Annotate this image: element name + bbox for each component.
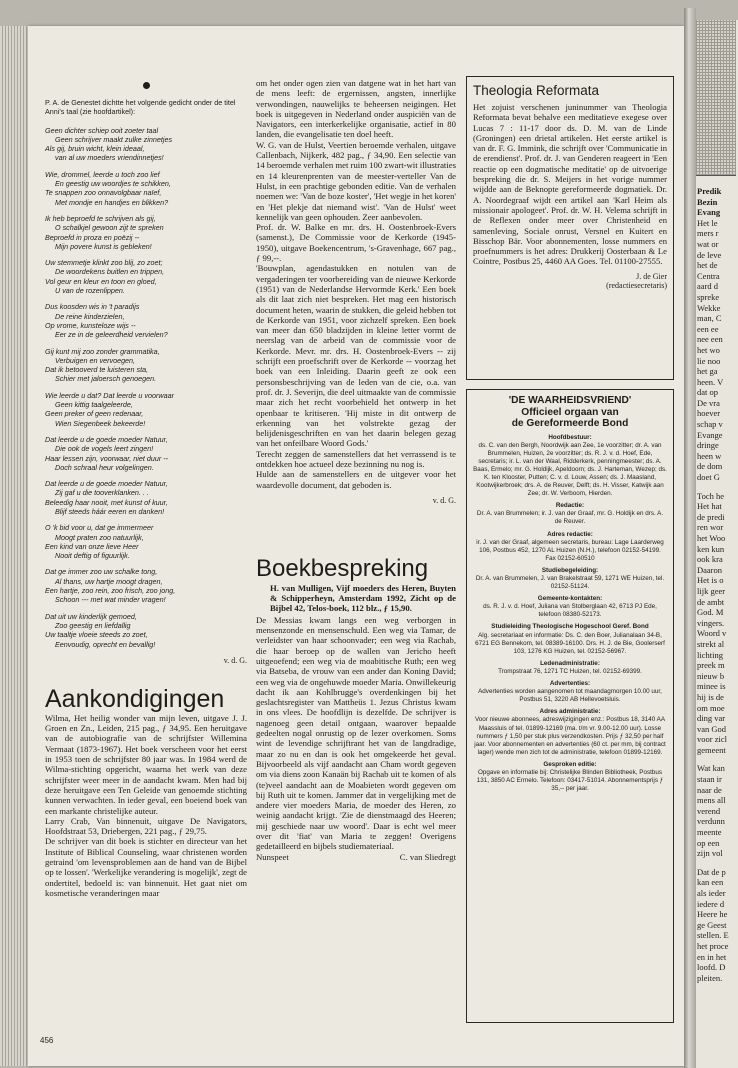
paragraph: om het onder ogen zien van datgene wat in het hart van de mens leeft: de ergernissen, angsten, innerlijke verwondingen, nauwelijks te beheersen neigingen. Het boek is uitgegeven in Nederland onder auspiciën van de Navigators, een interkerkelijke organisatie, actief in 80 landen, die evangelisatie ten doel heeft. <box>256 78 456 140</box>
review-title: H. van Mulligen, Vijf moeders des Heren, Buyten & Schipperheyn, Amsterdam 1992, Zicht op de Bijbel 42, Telos-boek, 112 blz., ƒ 15,90. <box>270 582 456 614</box>
poem-line: Schier met jaloersch genoegen. <box>55 374 157 384</box>
colofon-section-heading: Advertenties: <box>549 680 591 688</box>
paragraph: Prof. dr. W. Balke en mr. drs. H. Oostenbroek-Evers (samenst.), De Commissie voor de Kerkorde (1945-1950), uitgave Boekencentrum, 's-Gravenhage, 667 pag., ƒ 99,--. <box>256 222 456 264</box>
column-right <box>466 76 674 1023</box>
next-page-line: mers r <box>697 228 719 239</box>
next-page-line: het proce <box>697 940 729 951</box>
next-page-line: het Woo <box>697 533 726 543</box>
poem-stanza <box>45 391 247 428</box>
next-page-line: het wo <box>697 344 720 355</box>
next-page-text <box>696 176 738 983</box>
next-page-line: hij is de <box>697 691 724 702</box>
poem-stanza <box>45 126 247 163</box>
poem-line: van al uw moeders vriendinnetjes! <box>55 153 164 163</box>
colofon-section-heading: Gemeente-kontakten: <box>537 595 603 603</box>
poem-line: Die ook de vogels leert zingen! <box>55 444 154 454</box>
poem-line: Zoo geestig en liefdallig <box>55 620 131 630</box>
poem-stanza <box>45 302 247 339</box>
announcement-wilma: Wilma, Het heilig wonder van mijn leven, uitgave J. J. Groen en Zn., Leiden, 215 pag., ƒ 34,95. Een heruitgave van de autobiografie van de schrijfster Willemina Vermaat (1873-1967). Het boek verscheen voor het eerst in 1953 toen de schrijfster 80 jaar was. In 1984 werd de Wilma-stichting opgericht, waarna het werk van deze schrijfster weer meer in de aandacht kwam. Men had bij deze heruitgave een Ten Geleide van genoemde stichting kunnen verwachten. In ieder geval, een boeiend boek van een markante christelijke auteur. <box>45 712 247 816</box>
poem-line: O 'k bid voor u, dat ge immermeer <box>45 523 154 533</box>
colofon-section <box>473 660 667 676</box>
poem-stanza <box>45 612 247 649</box>
poem-line: Dat leerde u de goede moeder Natuur, <box>45 434 168 444</box>
next-page-line: gemeent <box>697 744 726 755</box>
next-page-line: nieuw b <box>697 670 725 681</box>
next-page-line: schap v <box>697 419 723 430</box>
colofon-section <box>473 567 667 591</box>
next-page-line: wat or <box>697 238 719 249</box>
next-page-line: Toch he <box>697 490 725 501</box>
poem-line: Gij kunt mij zoo zonder grammatika, <box>45 346 160 356</box>
next-page-line: nee een <box>697 334 723 345</box>
poem-stanza <box>45 435 247 472</box>
next-page-line: de ambt <box>697 596 725 607</box>
poem-signature: v. d. G. <box>223 655 247 665</box>
colofon-section-heading: Redactie: <box>555 502 585 510</box>
poem-line: Wien Siegenbeek bekeerde! <box>55 418 146 428</box>
next-page-block-2 <box>697 491 738 756</box>
book-review-heading: Boekbespreking <box>256 554 429 582</box>
next-page-line: het ga <box>697 366 718 377</box>
next-page-line: lie noo <box>697 355 721 366</box>
next-page-line: loofd. D <box>697 962 726 973</box>
poem-line: Beproefd in proza en poëzij -- <box>45 232 140 242</box>
colofon-section-heading: Ledenadministratie: <box>540 659 600 667</box>
colofon-section-text: Dr. A. van Brummelen, J. van Brakelstraat 59, 1271 WE Huizen, tel. 02152-51124. <box>475 575 665 591</box>
poem-line: Op vrome, kunsteloze wijs -- <box>45 320 136 330</box>
poem-line: Wie, drommel, leerde u toch zoo lief <box>45 169 160 179</box>
paragraph: 'Bouwplan, agendastukken en notulen van de vergaderingen ter voorbereiding van de nieuwe Kerkorde (1951) van de Nederlandse Hervormde Kerk.' Een boek als dit laat zich niet bespreken. Het mag een historisch document heten, waarin de stukken, die geleid hebben tot de Kerkorde van 1951, voor zichzelf spreken. Een boek van meer dan 650 bladzijden in kleine letter vormt de neerslag van de arbeid van de commissie voor de Kerkorde. Mevr. mr. drs. H. Oostenbroek-Evers -- zij schrijft een proefschrift over de Kerkorde -- voorzag het boek van een Inleiding. Daarin geeft ze ook een personsbeschrijving van de leden van de cie, o.a. van prof. dr. J. Severijn, die deel uitmaakte van de commissie maar zich het recht voorbehield het ontwerp in het openbaar te kritiseren. 'Hij miste in dit ontwerp de erkenning van het volstrekte gezag der belijdenisgeschriften en van het daarin belegen gezag van het onfeilbare Woord Gods.' <box>256 263 456 449</box>
poem-stanza <box>45 258 247 295</box>
next-page-line: verdunn <box>697 816 725 827</box>
poem-stanzas <box>45 126 247 649</box>
colofon-section-heading: Studiebegeleiding: <box>541 566 599 574</box>
next-page-line: kan een <box>697 877 724 888</box>
theologia-reformata-box <box>466 76 674 380</box>
colofon-section-heading: Hoofdbestuur: <box>548 433 592 441</box>
poem-line: Nooit deftig of figuurlijk. <box>55 551 130 561</box>
next-page-line: Het le <box>697 217 718 228</box>
colofon-sections <box>473 434 667 794</box>
poem-line: Dat uit uw kinderlijk gemoed, <box>45 611 137 621</box>
colofon-section <box>473 761 667 793</box>
poem-line: Mijn povere kunst is gebleken! <box>55 241 152 251</box>
poem-line: Uw stemmetje klinkt zoo blij, zo zoet; <box>45 258 163 268</box>
announcement-signature: v. d. G. <box>432 495 456 505</box>
poem-line: Schoon --- met wat minder vragen! <box>55 595 166 605</box>
reformata-signature: J. de Gier <box>636 271 667 281</box>
announcements-continued <box>256 78 456 490</box>
next-page-line: Woord v <box>697 628 727 639</box>
poem-line: De reine kinderzielen, <box>55 311 125 321</box>
next-page-line: heen w <box>697 450 722 461</box>
next-page-line: ken kun <box>697 543 725 554</box>
poem-line: Als gij, bruin wicht, klein ideaal, <box>45 144 145 154</box>
page-stack-edge <box>0 26 28 1066</box>
poem-line: De woordekens buitlen en trippen, <box>55 267 165 277</box>
next-page-line: staan ir <box>697 774 722 785</box>
next-page-line: verend <box>697 805 721 816</box>
column-left <box>45 82 247 898</box>
next-page-line: de predi <box>697 511 725 522</box>
next-page-line: heen. V <box>697 376 724 387</box>
next-page-line: de dom <box>697 461 723 472</box>
colofon-section <box>473 434 667 499</box>
next-page-line: ook kra <box>697 554 723 565</box>
poem-stanza <box>45 567 247 604</box>
magazine-page <box>28 26 684 1066</box>
colofon-section-heading: Adres administratie: <box>539 708 601 716</box>
next-page-line: Predik <box>697 186 722 196</box>
next-page-line: een ee <box>697 323 719 334</box>
next-page-line: preek m <box>697 660 725 671</box>
next-page-line: strekt al <box>697 638 725 649</box>
poem-line: U van de rozenlippen. <box>55 286 125 296</box>
poem-line: Doch schraal heur volgelingen. <box>55 462 154 472</box>
poem-line: Geen dichter schiep ooit zoeter taal <box>45 125 159 135</box>
next-page-line: als ieder <box>697 888 726 898</box>
next-page-line: Het is o <box>697 575 724 586</box>
next-page-line: Heere he <box>697 909 728 920</box>
poem-stanza <box>45 479 247 516</box>
book-spine <box>684 8 696 1068</box>
poem-line: Haar lessen zijn, voorwaar, niet duur -- <box>45 453 169 463</box>
next-page-line: iedere d <box>697 898 725 909</box>
next-page-line: om moe <box>697 702 725 713</box>
column-middle <box>256 78 456 862</box>
colofon-section <box>473 680 667 704</box>
colofon-section-text: Advertenties worden aangenomen tot maandagmorgen 10.00 uur, Postbus 51, 3220 AB Hellevoetsluis. <box>478 688 662 704</box>
announcements-body <box>45 713 247 898</box>
page-number: 456 <box>40 1036 54 1045</box>
poem-line: En geestig uw woordjes te schikken, <box>55 179 171 189</box>
poem-line: Vol geur en kleur en toon en gloed, <box>45 276 157 286</box>
next-page-line: ding var <box>697 713 726 724</box>
next-page-block-1 <box>697 186 738 483</box>
poem-intro: P. A. de Genestet dichtte het volgende gedicht onder de titel Anni's taal (zie hoofdartikel): <box>45 98 236 117</box>
next-page-line: van God <box>697 723 727 734</box>
colofon-section <box>473 531 667 563</box>
next-page-line: minee is <box>697 681 726 692</box>
next-page-line: meente <box>697 827 722 838</box>
poem-line: Moogt praten zoo natuurlijk, <box>55 532 144 542</box>
next-page-line: ge Geest <box>697 919 727 930</box>
reformata-body: Het zojuist verschenen juninummer van Theologia Reformata bevat behalve een meditatieve exegese over Lucas 7 : 11-17 door ds. D. M. van de Linde (Groningen) een drietal artikelen. Het eerste artikel is van dr. F. G. Immink, die schrijft over 'Communicatie in de erendienst'. Prof. dr. J. van Genderen reageert in 'Een reactie op een dogmatische meditatie' op de uitvoerige bespreking die dr. S. Meijers in het vorige nummer wijdde aan de Beknopte gereformeerde dogmatiek. Dr. A. Noordegraaf wijdt een artikel aan 'Karl Heim als missionair apologeet'. Prof. dr. W. H. Velema schrijft in de Reflexen onder meer over Christenheid en samenleving, Sociale onrust, Versnel en Kuitert en Bisschop Bär. Voor abonnementen, losse nummers en proefnummers is het adres: Drukkerij Oosterbaan & Le Cointre, Postbus 25, 4460 AA Goes. Tel. 01100-27555. <box>473 102 667 267</box>
next-page-line: God. M <box>697 607 724 618</box>
next-page-image <box>696 20 736 176</box>
poem-stanza <box>45 214 247 251</box>
next-page-block-4 <box>697 867 738 984</box>
poem-line: Dat leerde u de goede moeder Natuur, <box>45 479 168 489</box>
next-page-line: lijk geer <box>697 585 726 596</box>
review-place: Nunspeet <box>256 851 289 862</box>
review-body: De Messias kwam langs een weg verborgen in mensenzonde en mensenschuld. Een weg via Tamar, de verleidster van haar schoonvader; een weg via Rachab, die haar beroep op de wallen van Jericho heeft uitgeoefend; een weg via de moabitische Ruth; een weg via Batseba, de vrouw van een ander dan Koning David; een weg via de ongehuwde moeder Maria. Onwillekeurig dacht ik aan Kohlbrugge's overdenkingen bij het geslachtsregister van Mattheüs 1. Jezus Christus kwam in ons vlees. De hoofdlijn is dezelfde. De schrijver is nagenoeg geen detail ontgaan, waarover bepaalde gedeelten nogal onrustig op de lezer overkomen. Soms wint de levendige schrijftrant het van de langdradige, maar zo nu en dan is ook het omgekeerde het geval. Bijvoorbeeld als vijf aandacht aan Cham wordt gegeven om via diens zoon Kanaän bij Rachab uit te komen of als (te)veel aandacht aan de Moabieten wordt gegeven om bij Ruth uit te komen. Jammer dat in vergelijking met de andere vier moeders Maria, de moeder des Heren, zo weinig aandacht krijgt. 'Zie de dienstmaagd des Heeren; mij geschiede naar uw woord'. Daar is echt wel meer over dit 'fiat' van Maria te zeggen! Overigens gedetailleerd en bijbels studiemateriaal. <box>256 614 456 852</box>
poem-line: Dus koosden wis in 't paradijs <box>45 302 140 312</box>
poem-line: Beleedig haar nooit, met kunst of kuur, <box>45 497 168 507</box>
colofon-section-text: ds. R. J. v. d. Hoef, Juliana van Stolberglaan 42, 6713 PJ Ede, telefoon 08380-52173. <box>483 603 657 619</box>
next-page-edge <box>696 20 738 1068</box>
poem-line: Al thans, uw hartje moogt dragen, <box>55 576 163 586</box>
waarheidsvriend-colofon <box>466 389 674 1023</box>
next-page-line: voor zicl <box>697 734 727 745</box>
next-page-line: ren wor <box>697 522 724 533</box>
colofon-section-text: Alg. secretariaat en informatie: Ds. C. den Boer, Julianalaan 34-B, 6721 EG Bennekom, tel. 08389-16100. Drs. H. J. de Bie, Goolerserf 103, 1276 KG Huizen, tel. 02152-56967. <box>475 631 665 655</box>
next-page-line: De vra <box>697 397 720 408</box>
poem-line: Een hartje, zoo rein, zoo frisch, zoo jong, <box>45 586 176 596</box>
poem-line: Geen schrijver maakt zulke zinnetjes <box>55 134 173 144</box>
poem-line: O schalkjel gewoon zijt te spreken <box>55 223 164 233</box>
next-page-line: doet G <box>697 472 720 483</box>
next-page-line: Bezin <box>697 196 718 207</box>
next-page-line: op een <box>697 837 720 848</box>
next-page-line: stellen. E <box>697 930 729 941</box>
next-page-line: hoever <box>697 408 721 419</box>
colofon-section-heading: Studieleiding Theologische Hogeschool Geref. Bond <box>491 623 649 631</box>
bullet-ornament <box>143 82 150 89</box>
next-page-line: Dat de p <box>697 866 726 877</box>
poem-line: Blijf steeds háár eeren en danken! <box>55 506 165 516</box>
poem-line: Dat ge immer zoo uw schalke tong, <box>45 567 158 577</box>
colofon-title: 'DE WAARHEIDSVRIEND' <box>508 395 632 406</box>
paragraph: Hulde aan de samenstellers en de uitgever voor het waardevolle document, dat geboden is. <box>256 469 456 490</box>
colofon-masthead <box>473 395 667 430</box>
colofon-section-text: ir. J. van der Graaf, algemeen secretaris, bureau: Lage Laarderweg 106, Postbus 452, 1270 AL Huizen (N.H.), telefoon 02152-54199. Fax 02152-60510 <box>476 538 664 562</box>
colofon-section-heading: Gesproken editie: <box>543 760 597 768</box>
next-page-line: Wekke <box>697 302 721 313</box>
next-page-line: mens all <box>697 795 726 806</box>
poem-stanza <box>45 347 247 384</box>
colofon-section <box>473 502 667 526</box>
next-page-line: Centra <box>697 270 720 281</box>
colofon-section <box>473 708 667 757</box>
reformata-title: Theologia Reformata <box>473 83 600 98</box>
next-page-line: Wat kan <box>697 763 725 774</box>
next-page-block-3 <box>697 763 738 858</box>
colofon-section-text: Trompstraat 76, 1271 TC Huizen, tel. 02152-69399. <box>498 667 642 675</box>
next-page-line: pleiten. <box>697 972 723 983</box>
next-page-line: het de <box>697 260 718 271</box>
colofon-subtitle: Officieel orgaan van <box>521 406 619 418</box>
colofon-section <box>473 623 667 655</box>
poem-line: Geen preker of geen redenaar, <box>45 409 144 419</box>
colofon-section-text: ds. C. van den Bergh, Noordwijk aan Zee, 1e voorzitter; dr. A. van Brummelen, Huizen, 2e voorzitter; ds. R. J. v. d. Hoef, Ede, secretaris; ir. L. van der Waal, Ridderkerk, penningmeester; ds. A. Baas, Ermelo; mr. G. Holdijk, Apeldoorn; ds. J. Harteman, Wezep; ds. K. ten Klooster, Putten; C. v. d. Louw, Assen; ds. J. Maasland, Kootwijkerbroek; drs. A. de Reuver, Delft; ds. H. Visser, Katwijk aan Zee; dr. W. Verboom, Hierden. <box>473 441 667 498</box>
colofon-section-text: Dr. A. van Brummelen; ir. J. van der Graaf, mr. G. Holdijk en drs. A. de Reuver. <box>476 510 664 526</box>
next-page-line: de leve <box>697 249 722 260</box>
poem-stanza <box>45 170 247 207</box>
next-page-line: aard d <box>697 281 719 292</box>
paragraph: Terecht zeggen de samenstellers dat het verrassend is te ontdekken hoe actueel deze bezinning nu nog is. <box>256 448 456 469</box>
next-page-line: Evange <box>697 429 723 440</box>
announcement-crab-text: De schrijver van dit boek is stichter en directeur van het Institute of Biblical Counseling, waar christenen worden getraind 'om levensproblemen aan de hand van de Bijbel op te lossen'. 'Werkelijke verandering is mogelijk', zegt de ondertitel, bedoeld is: van binnenuit. Het gaat niet om kosmetische veranderingen maar <box>45 836 247 898</box>
colofon-section-heading: Adres redactie: <box>547 530 593 538</box>
next-page-line: Evang <box>697 207 721 218</box>
review-footer <box>256 852 456 862</box>
poem-line: Verbuigen en vervoegen, <box>55 355 136 365</box>
reformata-role: (redactiesecretaris) <box>606 280 667 290</box>
poem-line: Een kind van onze lieve Heer <box>45 541 139 551</box>
announcement-crab: Larry Crab, Van binnenuit, uitgave De Navigators, Hoofdstraat 53, Driebergen, 221 pag., ƒ 29,75. <box>45 815 247 837</box>
colofon-section-text: Opgave en informatie bij: Christelijke Blinden Bibliotheek, Postbus 131, 3850 AC Ermelo. Telefoon: 03417-51014. Abonnementsprijs ƒ 35,-- per jaar. <box>476 768 664 793</box>
poem-line: Wie leerde u dat? Dat leerde u voorwaar <box>45 390 174 400</box>
next-page-line: en in het <box>697 951 727 962</box>
next-page-line: Het hat <box>697 501 722 512</box>
next-page-line: lichting <box>697 649 723 660</box>
poem-line: Zij gaf u die tooverklanken. . . <box>55 488 149 498</box>
colofon-section <box>473 595 667 619</box>
announcements-heading: Aankondigingen <box>45 684 225 713</box>
colofon-subtitle-2: de Gereformeerde Bond <box>511 418 629 429</box>
next-page-line: spreke <box>697 291 720 302</box>
poem-line: Eer ze in de geleerdheid vervielen? <box>55 330 168 340</box>
poem <box>45 98 247 649</box>
review-signature: C. van Sliedregt <box>399 851 456 862</box>
next-page-line: vingers. <box>697 617 725 628</box>
poem-line: Geen kittig taalgeleerde, <box>55 400 133 410</box>
next-page-line: zijn vol <box>697 848 723 859</box>
paragraph: W. G. van de Hulst, Veertien beroemde verhalen, uitgave Callenbach, Nijkerk, 482 pag., ƒ 34,90. Een selectie van 14 beroemde verhalen met ruim 100 zwart-wit illustraties en 14 kleurenprenten van de meester-verteller Van de Hulst, in een prachtige gebonden editie. Van de verhalen noemen we: 'Van de boze koster', 'Het wegje in het koren' en 'Het plekje dat niemand wist'. 'Van de Hulst' weet kennelijk van geen ophouden. Zeer aanbevolen. <box>256 139 456 222</box>
poem-line: Te snappen zoo onnavolgbaar naïef, <box>45 188 162 198</box>
next-page-line: Daaron <box>697 564 723 575</box>
next-page-line: dringe <box>697 440 719 451</box>
poem-line: Eenvoudig, oprecht en bevallig! <box>55 639 156 649</box>
book-review <box>256 583 456 862</box>
colofon-section-text: Voor nieuwe abonnees, adreswijzigingen enz.: Postbus 18, 3140 AA Maassluis of tel. 01899-12169 (ma. t/m vr. 9.00-12.00 uur). Losse nummers ƒ 1,50 per stuk plus verzendkosten. Prijs ƒ 32,50 per half jaar. Voor abonnementen en advertenties (60 ct. per mm, bij contract lager) wende men zich tot de administratie, telefoon 01899-12169. <box>474 716 666 756</box>
poem-line: Ik heb beproefd te schrijven als gij, <box>45 213 156 223</box>
next-page-line: dat op <box>697 387 719 398</box>
poem-stanza <box>45 523 247 560</box>
poem-line: Uw taaltje vloeie steeds zo zoet, <box>45 630 148 640</box>
next-page-line: naar de <box>697 784 722 795</box>
poem-line: Met mondje en handjes en blikken? <box>55 197 169 207</box>
next-page-line: man, C <box>697 313 722 324</box>
poem-line: Dat ik betooverd te luisteren sta, <box>45 365 149 375</box>
